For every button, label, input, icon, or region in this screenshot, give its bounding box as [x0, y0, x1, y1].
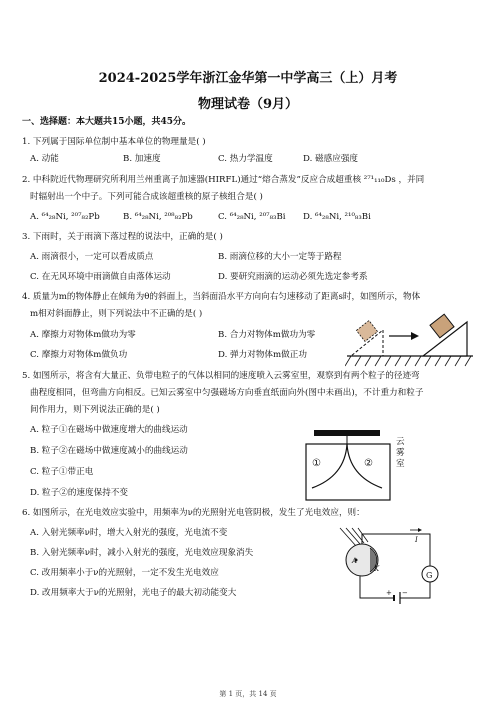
q2-option-c: C. ⁶⁴₂₈Ni, ²⁰⁷₈₃Bi [218, 212, 286, 222]
q6-anode-label: A [352, 557, 358, 565]
q6-cathode-label: K [374, 565, 380, 573]
q5-stem-line2: 曲程度相同，但弯曲方向相反。已知云雾室中匀强磁场方向垂直纸面向外(图中未画出)，不计重力和粒子 [30, 388, 424, 398]
q3-option-c: C. 在无风环境中雨滴做自由落体运动 [30, 272, 171, 282]
q1-option-d: D. 磁感应强度 [303, 154, 359, 164]
q4-option-d: D. 弹力对物体m做正功 [218, 350, 307, 360]
section-heading: 一、选择题：本大题共15小题，共45分。 [22, 117, 192, 127]
q6-minus-label: − [402, 589, 408, 597]
q5-option-c: C. 粒子①带正电 [30, 467, 94, 477]
q1-option-c: C. 热力学温度 [218, 154, 273, 164]
q6-current-label: I [415, 536, 418, 544]
q5-option-d: D. 粒子②的速度保持不变 [30, 488, 128, 498]
q2-stem-line1: 2. 中科院近代物理研究所利用兰州重离子加速器(HIRFL)通过“熔合蒸发”反应合成超重核 ²⁷¹₁₁₀Ds ，并同 [22, 175, 425, 185]
q6-plus-label: + [386, 589, 392, 597]
q4-stem-line1: 4. 质量为m的物体静止在倾角为θ的斜面上，当斜面沿水平方向向右匀速移动了距离s时，如图所示，物体 [22, 292, 421, 302]
q4-incline-figure [345, 308, 475, 370]
q5-stem-line1: 5. 如图所示，将含有大量正、负带电粒子的气体以相同的速度喷入云雾室里，观察到有两个粒子的径迹弯 [22, 371, 420, 381]
q6-option-c: C. 改用频率小于ν的光照射，一定不发生光电效应 [30, 568, 219, 578]
q1-option-b: B. 加速度 [123, 154, 161, 164]
q1-stem: 1. 下列属于国际单位制中基本单位的物理量是( ) [22, 137, 206, 147]
q6-option-d: D. 改用频率大于ν的光照射，光电子的最大初动能变大 [30, 588, 237, 598]
q3-option-b: B. 雨滴位移的大小一定等于路程 [218, 252, 342, 262]
q3-option-d: D. 要研究雨滴的运动必须先选定参考系 [218, 272, 368, 282]
q2-option-d: D. ⁶⁴₂₈Ni, ²¹⁰₈₃Bi [303, 212, 371, 222]
q2-option-a: A. ⁶⁴₂₈Ni, ²⁰⁷₈₂Pb [30, 212, 100, 222]
q6-stem: 6. 如图所示，在光电效应实验中，用频率为ν的光照射光电管阴极，发生了光电效应，则： [22, 508, 365, 518]
q3-option-a: A. 雨滴很小，一定可以看成质点 [30, 252, 154, 262]
exam-subtitle: 物理试卷（9月） [197, 97, 299, 112]
q6-photoelectric-circuit-figure [320, 526, 442, 608]
q5-option-b: B. 粒子②在磁场中做速度减小的曲线运动 [30, 446, 188, 456]
page-footer: 第 1 页，共 14 页 [219, 690, 277, 698]
q6-option-b: B. 入射光频率ν时，减小入射光的强度，光电效应现象消失 [30, 548, 254, 558]
exam-title: 2024-2025学年浙江金华第一中学高三（上）月考 [98, 71, 398, 86]
q6-option-a: A. 入射光频率ν时，增大入射光的强度，光电流不变 [30, 528, 228, 538]
q5-stem-line3: 间作用力，则下列说法正确的是( ) [30, 405, 160, 415]
q1-option-a: A. 动能 [30, 154, 59, 164]
q3-stem: 3. 下雨时，关于雨滴下落过程的说法中，正确的是( ) [22, 232, 223, 242]
q4-option-a: A. 摩擦力对物体m做功为零 [30, 330, 136, 340]
q4-option-b: B. 合力对物体m做功为零 [218, 330, 316, 340]
q4-option-c: C. 摩擦力对物体m做负功 [30, 350, 128, 360]
q2-option-b: B. ⁶⁴₂₈Ni, ²⁰⁸₈₂Pb [123, 212, 193, 222]
q6-galvanometer-label: G [426, 571, 433, 580]
q5-particle-2-label: ② [364, 458, 373, 469]
q4-stem-line2: m相对斜面静止，则下列说法中不正确的是( ) [30, 309, 203, 319]
q5-chamber-label: 云雾室 [396, 437, 405, 469]
q2-stem-line2: 时辐射出一个中子。下列可能合成该超重核的原子核组合是( ) [30, 192, 263, 202]
q5-particle-1-label: ① [312, 458, 321, 469]
q5-option-a: A. 粒子①在磁场中做速度增大的曲线运动 [30, 425, 188, 435]
